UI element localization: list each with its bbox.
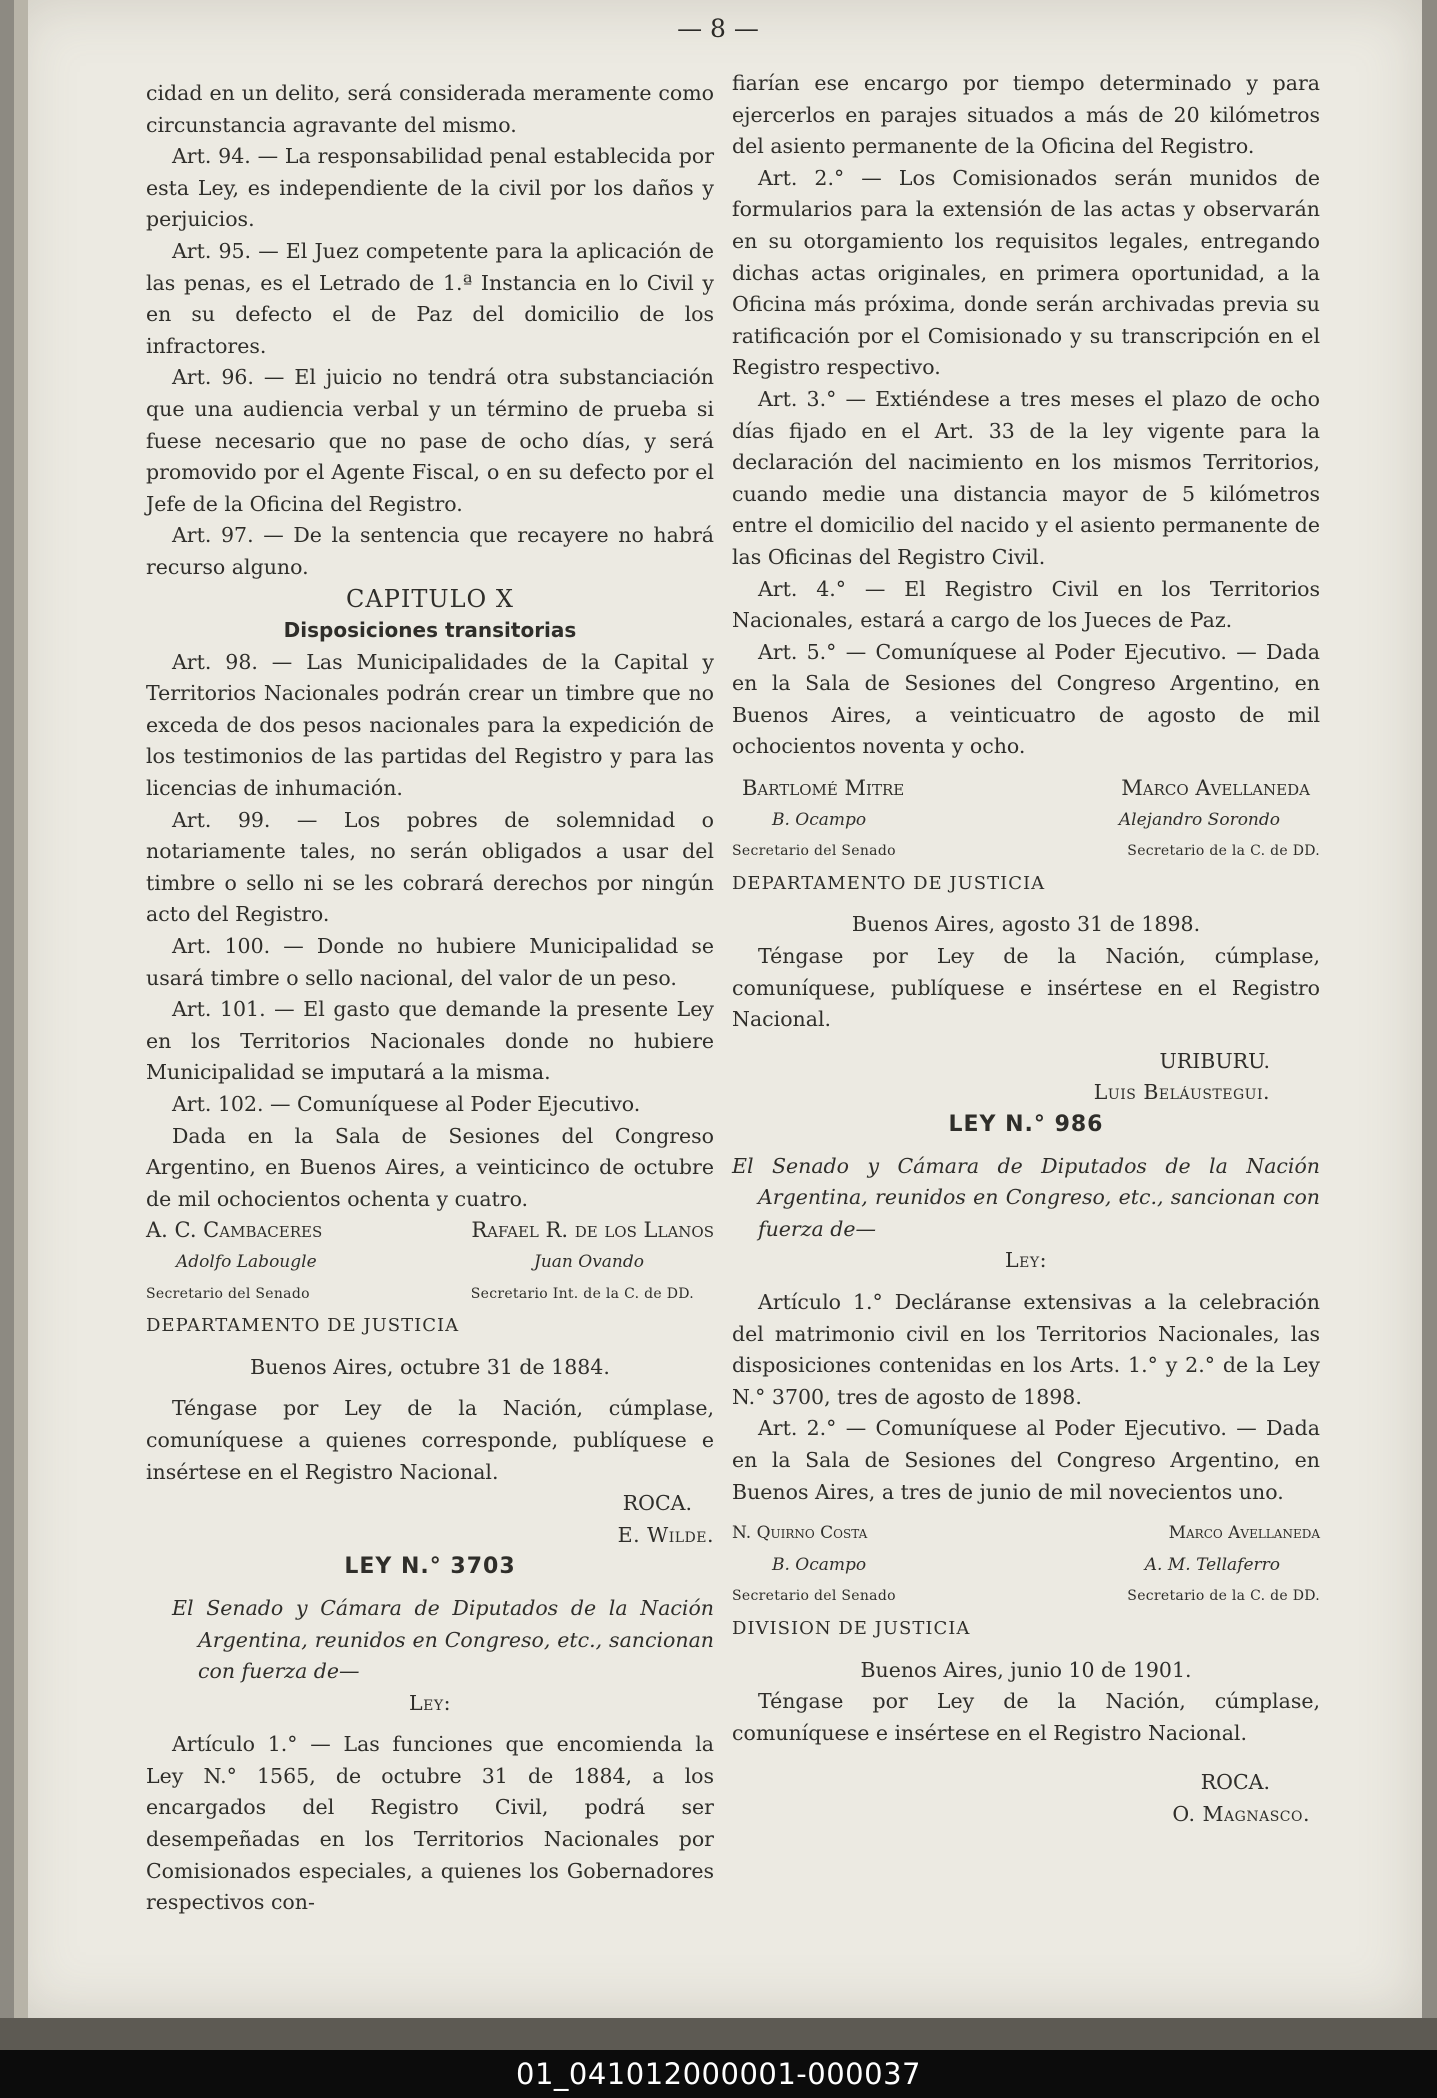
role-senate: Secretario del Senado: [732, 1588, 896, 1605]
signature-president-chamber: Rafael R. de los Llanos: [471, 1218, 714, 1243]
promulgation-text: Téngase por Ley de la Nación, cúmplase, comuníquese e insértese en el Registro Nacional.: [732, 1689, 1320, 1745]
article-2: Art. 2.° — Los Comisionados serán munidos de formularios para la extensión de las actas y observarán en su otorgamiento los requisitos legales, entregando dichas actas originales, en primera oportunidad, a la Oficina más próxima, donde serán archivadas previa su ratificación por el Comisionado y su transcripción en el Registro respectivo.: [732, 165, 1320, 380]
page-number: — 8 —: [677, 14, 759, 43]
signature-secretary-chamber: Alejandro Sorondo: [1118, 809, 1280, 830]
article-99: Art. 99. — Los pobres de solemnidad o notariamente tales, no serán obligados a usar del timbre o sello ni se les cobrará derechos por ningún acto del Registro.: [146, 807, 714, 927]
paragraph-continuation: fiarían ese encargo por tiempo determinado y para ejercerlos en parajes situados a más de 20 kilómetros del asiento permanente de la Oficina del Registro.: [732, 71, 1320, 159]
department-label: DEPARTAMENTO DE JUSTICIA: [732, 872, 1046, 894]
page-edge: [14, 0, 28, 2018]
scan-bottom-edge: [0, 2018, 1437, 2050]
signature-president-chamber: Marco Avellaneda: [1121, 776, 1310, 801]
article-96: Art. 96. — El juicio no tendrá otra substanciación que una audiencia verbal y un término de prueba si fuese necesario que no pase de ocho días, y será promovido por el Agente Fiscal, o en su defecto por el Jefe de la Oficina del Registro.: [146, 365, 714, 516]
signature-names: [146, 1215, 714, 1247]
article-2-comuniquese: Art. 2.° — Comuníquese al Poder Ejecutivo. — Dada en la Sala de Sesiones del Congreso Argentino, en Buenos Aires, a tres de junio de mil novecientos uno.: [732, 1416, 1320, 1504]
article-3: Art. 3.° — Extiéndese a tres meses el plazo de ocho días fijado en el Art. 33 de la ley vigente para la declaración del nacimiento en los mismos Territorios, cuando medie una distancia mayor de 5 kilómetros entre el domicilio del nacido y el asiento permanente de las Oficinas del Registro Civil.: [732, 386, 1320, 569]
ley-title: LEY N.° 3703: [344, 1554, 516, 1580]
article-101: Art. 101. — El gasto que demande la presente Ley en los Territorios Nacionales donde no hubiere Municipalidad se imputará a la misma.: [146, 997, 714, 1085]
article-95: Art. 95. — El Juez competente para la aplicación de las penas, es el Letrado de 1.ª Instancia en lo Civil y en su defecto el de Paz del domicilio de los infractores.: [146, 238, 714, 358]
signature-names: [732, 773, 1320, 805]
signature-secretary-chamber: A. M. Tellaferro: [1144, 1554, 1280, 1575]
signature-roles: [732, 1581, 1320, 1613]
chapter-title: CAPITULO X: [346, 584, 514, 613]
signature-roca: ROCA.: [622, 1491, 692, 1516]
date-line: Buenos Aires, octubre 31 de 1884.: [250, 1354, 610, 1379]
signature-president-chamber: Marco Avellaneda: [1168, 1523, 1320, 1544]
signature-roca: ROCA.: [1200, 1770, 1270, 1795]
signature-roles: [146, 1279, 714, 1311]
role-chamber: Secretario Int. de la C. de DD.: [470, 1285, 694, 1302]
promulgation-text: Téngase por Ley de la Nación, cúmplase, comuníquese, publíquese e insértese en el Registro Nacional.: [732, 944, 1320, 1032]
division-label: DIVISION DE JUSTICIA: [732, 1617, 971, 1639]
article-102: Art. 102. — Comuníquese al Poder Ejecutivo.: [172, 1092, 641, 1116]
chapter-subtitle: Disposiciones transitorias: [283, 618, 577, 643]
article-1: Artículo 1.° Decláranse extensivas a la celebración del matrimonio civil en los Territorios Nacionales, las disposiciones contenidas en los Arts. 1.° y 2.° de la Ley N.° 3700, tres de agosto de 1898.: [732, 1289, 1320, 1409]
date-line: Buenos Aires, junio 10 de 1901.: [860, 1657, 1192, 1682]
signature-magnasco: O. Magnasco.: [1172, 1801, 1310, 1826]
left-column: [146, 78, 714, 1919]
ley-label: Ley:: [1005, 1248, 1047, 1273]
signature-president-senate: A. C. Cambaceres: [146, 1218, 323, 1243]
signature-president-senate: N. Quirno Costa: [732, 1523, 868, 1544]
role-senate: Secretario del Senado: [732, 843, 896, 860]
signature-secretary-senate: B. Ocampo: [772, 809, 867, 830]
signature-roles: [732, 836, 1320, 868]
signature-belaustegui: Luis Beláustegui.: [1093, 1080, 1270, 1105]
signature-secretaries: [732, 805, 1320, 837]
article-94: Art. 94. — La responsabilidad penal establecida por esta Ley, es independiente de la civil por los daños y perjuicios.: [146, 144, 714, 232]
article-5: Art. 5.° — Comuníquese al Poder Ejecutivo. — Dada en la Sala de Sesiones del Congreso Argentino, en Buenos Aires, a veinticuatro de agosto de mil ochocientos noventa y ocho.: [732, 639, 1320, 759]
article-97: Art. 97. — De la sentencia que recayere no habrá recurso alguno.: [146, 523, 714, 579]
signature-secretary-senate: B. Ocampo: [772, 1554, 867, 1575]
role-senate: Secretario del Senado: [146, 1285, 310, 1302]
article-100: Art. 100. — Donde no hubiere Municipalidad se usará timbre o sello nacional, del valor de un peso.: [146, 934, 714, 990]
signature-wilde: E. Wilde.: [617, 1522, 714, 1547]
document-page: [14, 0, 1422, 2018]
article-98: Art. 98. — Las Municipalidades de la Capital y Territorios Nacionales podrán crear un timbre que no exceda de dos pesos nacionales para la expedición de los testimonios de las partidas del Registro y para las licencias de inhumación.: [146, 649, 714, 801]
scan-id-footer: 01_041012000001-000037: [0, 2050, 1437, 2098]
role-chamber: Secretario de la C. de DD.: [1127, 1588, 1320, 1605]
signature-uriburu: URIBURU.: [1159, 1048, 1270, 1073]
role-chamber: Secretario de la C. de DD.: [1127, 843, 1320, 860]
signature-secretary-senate: Adolfo Labougle: [176, 1251, 317, 1272]
date-line: Buenos Aires, agosto 31 de 1898.: [851, 912, 1201, 937]
dada-clause: Dada en la Sala de Sesiones del Congreso Argentino, en Buenos Aires, a veinticinco de octubre de mil ochocientos ochenta y cuatro.: [146, 1123, 714, 1211]
article-1: Artículo 1.° — Las funciones que encomienda la Ley N.° 1565, de octubre 31 de 1884, a los encargados del Registro Civil, podrá ser desempeñadas en los Territorios Nacionales por Comisionados especiales, a quienes los Gobernadores respectivos con-: [146, 1732, 714, 1915]
preamble: El Senado y Cámara de Diputados de la Nación Argentina, reunidos en Congreso, etc., sancionan con fuerza de—: [732, 1153, 1320, 1241]
ley-label: Ley:: [409, 1690, 451, 1715]
signature-names: [732, 1518, 1320, 1550]
signature-secretary-chamber: Juan Ovando: [534, 1251, 644, 1272]
signature-president-senate: Bartlomé Mitre: [742, 776, 905, 801]
promulgation-text: Téngase por Ley de la Nación, cúmplase, comuníquese a quienes corresponde, publíquese e insértese en el Registro Nacional.: [146, 1396, 714, 1484]
ley-title: LEY N.° 986: [948, 1112, 1104, 1137]
right-column: [732, 68, 1320, 1830]
signature-secretaries: [732, 1550, 1320, 1582]
preamble: El Senado y Cámara de Diputados de la Nación Argentina, reunidos en Congreso, etc., sancionan con fuerza de—: [172, 1595, 714, 1684]
article-4: Art. 4.° — El Registro Civil en los Territorios Nacionales, estará a cargo de los Jueces de Paz.: [732, 576, 1320, 633]
signature-secretaries: [146, 1247, 714, 1279]
paragraph-continuation: cidad en un delito, será considerada meramente como circunstancia agravante del mismo.: [146, 81, 714, 137]
department-label: DEPARTAMENTO DE JUSTICIA: [146, 1315, 460, 1337]
